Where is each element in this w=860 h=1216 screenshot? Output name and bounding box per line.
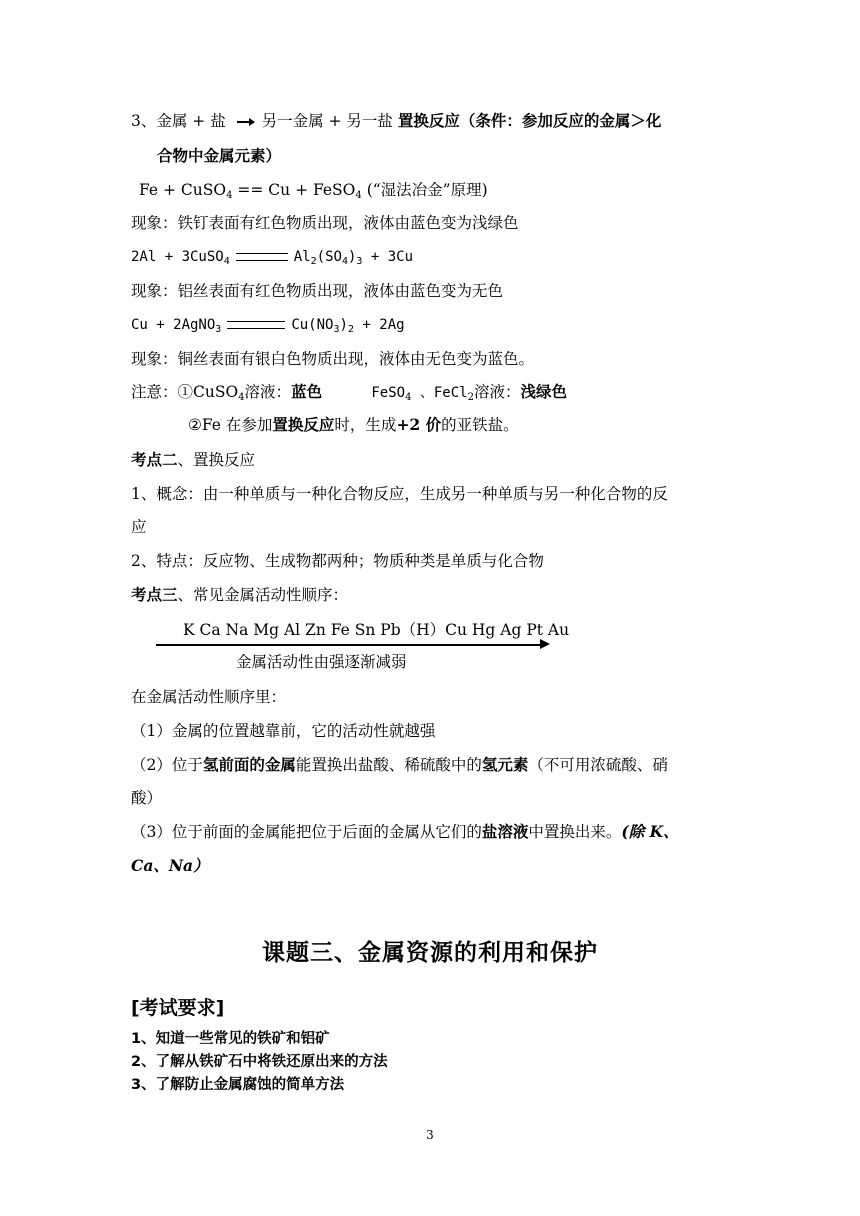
note-fe [188, 414, 519, 436]
eq2-sub3: 4 [341, 256, 348, 267]
observation-3: 现象：铜丝表面有银白色物质出现，液体由无色变为蓝色。 [131, 350, 535, 368]
rule3-bold1: 盐溶液 [481, 822, 529, 841]
series-arrow-line [156, 644, 542, 646]
rule3-b: 中置换出来。 [528, 823, 622, 841]
rule-bold-cont: 合物中金属元素） [157, 146, 282, 165]
note2-bold2: +2 价 [396, 415, 442, 434]
observation-1: 现象：铁钉表面有红色物质出现，液体由蓝色变为浅绿色 [131, 214, 519, 232]
reaction-rule-line [131, 110, 661, 132]
requirement-item: 3、了解防止金属腐蚀的简单方法 [131, 1077, 345, 1093]
section-heading-3 [131, 584, 348, 606]
note2-b: 时，生成 [334, 416, 397, 434]
eq3-left: Cu + 2AgNO [131, 317, 216, 333]
chapter-title: 课题三、金属资源的利用和保护 [262, 940, 598, 966]
rule3-bi: (除 K、 [621, 822, 679, 841]
note1-blue: 蓝色 [291, 382, 323, 401]
page-number: 3 [426, 1128, 434, 1142]
eq2-right-b: (SO [316, 249, 342, 265]
rule-2 [131, 754, 668, 776]
note1-mid2: 溶液： [473, 383, 521, 401]
note1-mid: 溶液： [244, 383, 292, 401]
equals-bar-icon [236, 253, 288, 261]
eq2-right-c: ) [347, 249, 357, 265]
eq2-sub2: 2 [310, 256, 317, 267]
eq1-left: Fe + CuSO [139, 181, 227, 199]
rule-3 [131, 821, 679, 843]
note-colors [131, 381, 567, 404]
eq2-right-a: Al [293, 249, 311, 265]
requirement-item: 2、了解从铁矿石中将铁还原出来的方法 [131, 1054, 388, 1070]
section3-rest: 、常见金属活动性顺序： [177, 586, 349, 604]
rule2-c: （不可用浓硫酸、硝 [528, 756, 668, 774]
eq1-mid: == Cu + FeSO [232, 181, 356, 199]
feature-line: 2、特点：反应物、生成物都两种；物质种类是单质与化合物 [131, 552, 544, 570]
activity-series: K Ca Na Mg Al Zn Fe Sn Pb（H）Cu Hg Ag Pt Au [183, 621, 570, 639]
note1-sub1: 4 [238, 392, 245, 403]
eq3-sub2: 3 [333, 324, 340, 335]
eq3-sub3: 2 [347, 324, 354, 335]
note1-sub3: 2 [467, 392, 474, 403]
eq3-sub1: 3 [215, 324, 222, 335]
series-label: 金属活动性由强逐渐减弱 [236, 653, 407, 671]
equation-al-cuso4 [131, 246, 413, 268]
eq2-right-d: + 3Cu [362, 249, 414, 265]
arrow-head-icon [540, 639, 550, 649]
section-heading-2 [131, 449, 255, 471]
equation-cu-agno3 [131, 314, 405, 336]
eq1-sub2: 4 [355, 190, 362, 201]
equation-fe-cuso4 [139, 179, 488, 201]
section3-bold: 考点三 [131, 585, 178, 604]
rule-prefix: 3、金属 + 盐 [131, 112, 231, 130]
eq3-right-b: ) [339, 317, 348, 333]
eq2-sub1: 4 [223, 256, 230, 267]
eq2-left: 2Al + 3CuSO [131, 249, 224, 265]
rule3-a: （3）位于前面的金属能把位于后面的金属从它们的 [131, 823, 482, 841]
note2-bold1: 置换反应 [272, 415, 335, 434]
eq1-note: (“湿法冶金”原理) [361, 181, 488, 199]
note2-c: 的亚铁盐。 [441, 416, 519, 434]
note1-prefix: 注意：①CuSO [131, 383, 239, 401]
section2-rest: 、置换反应 [177, 451, 256, 469]
rule2-bold2: 氢元素 [481, 755, 529, 774]
eq1-sub1: 4 [226, 190, 233, 201]
rule2-b: 能置换出盐酸、稀硫酸中的 [295, 756, 482, 774]
rule-3-cont: Ca、Na） [131, 856, 209, 875]
rule-1: （1）金属的位置越靠前，它的活动性就越强 [131, 722, 436, 740]
concept-line-cont: 应 [131, 518, 147, 536]
note1-green: 浅绿色 [520, 382, 568, 401]
note1-feso: FeSO [371, 385, 406, 401]
rule-intro: 在金属活动性顺序里： [131, 688, 287, 706]
rule2-bold1: 氢前面的金属 [202, 755, 296, 774]
equals-bar-icon [227, 321, 285, 329]
rule-middle: 另一金属 + 另一盐 [256, 112, 398, 130]
section2-bold: 考点二 [131, 450, 178, 469]
note1-fecl: 、FeCl [411, 385, 468, 401]
note1-sub2: 4 [405, 392, 412, 403]
requirement-item: 1、知道一些常见的铁矿和铝矿 [131, 1031, 330, 1047]
rule-bold: 置换反应（条件：参加反应的金属＞化 [397, 111, 662, 130]
concept-line: 1、概念：由一种单质与一种化合物反应，生成另一种单质与另一种化合物的反 [131, 485, 668, 503]
right-arrow-icon [237, 121, 251, 123]
observation-2: 现象：铝丝表面有红色物质出现，液体由蓝色变为无色 [131, 282, 504, 300]
rule-2-cont: 酸） [131, 789, 163, 807]
rule2-a: （2）位于 [131, 756, 203, 774]
eq3-right-c: + 2Ag [353, 317, 405, 333]
requirements-heading: [考试要求] [131, 997, 225, 1019]
note2-a: ②Fe 在参加 [188, 416, 273, 434]
eq3-right-a: Cu(NO [291, 317, 334, 333]
note1-space [322, 383, 371, 401]
eq2-sub4: 3 [356, 256, 363, 267]
